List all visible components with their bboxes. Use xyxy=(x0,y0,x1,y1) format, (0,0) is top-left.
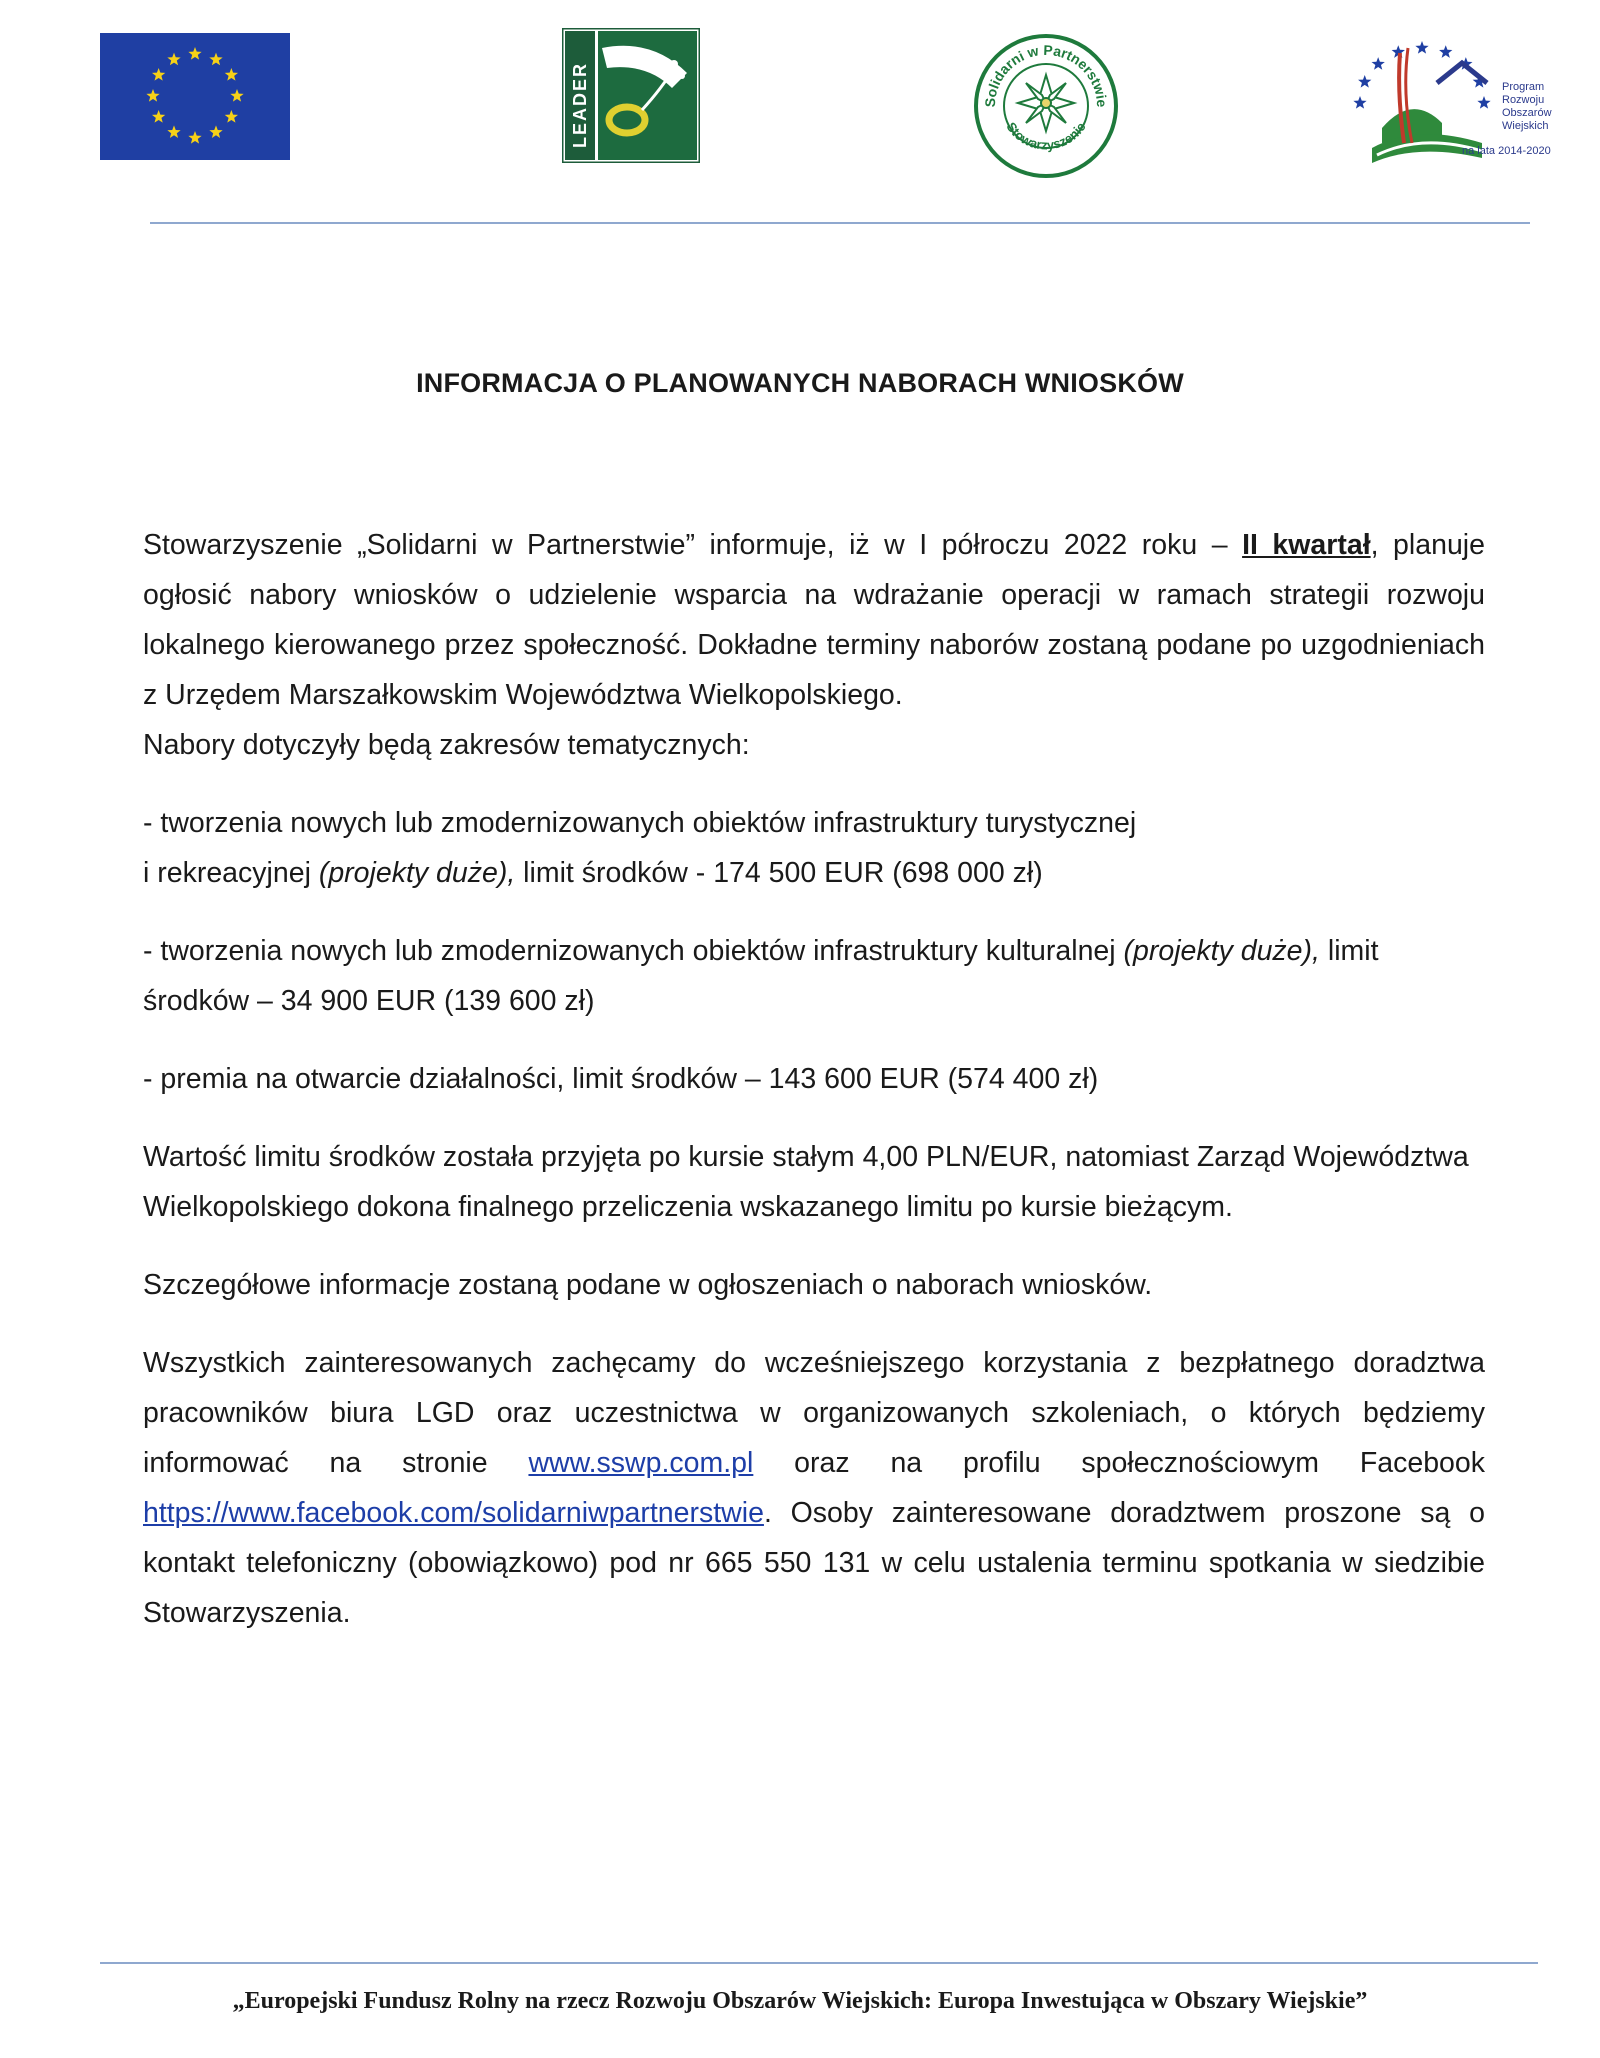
document-title: INFORMACJA O PLANOWANYCH NABORACH WNIOSKÓW xyxy=(416,368,1184,398)
header-divider xyxy=(150,222,1530,224)
logo-bar xyxy=(0,28,1600,178)
prow-star-icon xyxy=(1372,57,1385,70)
prow-line: Program xyxy=(1502,81,1545,93)
prow-star-icon xyxy=(1415,41,1428,54)
list-item-italic: (projekty duże), xyxy=(318,857,516,889)
footer-slogan: „Europejski Fundusz Rolny na rzecz Rozwoju Obszarów Wiejskich: Europa Inwestująca w Obszary Wiejskie” xyxy=(232,1988,1368,2014)
leader-logo-icon xyxy=(562,28,700,163)
intro-text: , planuje ogłosić nabory wniosków o udzielenie wsparcia na wdrażanie operacji w ramach strategii rozwoju lokalnego kierowanego przez społeczność. Dokładne terminy naborów zostaną podane po uzgodnieniach z Urzędem Marszałkowskim Województwa Wielkopolskiego. xyxy=(143,529,1485,711)
prow-star-icon xyxy=(1477,96,1490,109)
facebook-link[interactable]: https://www.facebook.com/solidarniwpartnerstwie xyxy=(143,1497,764,1529)
document-body xyxy=(143,520,1485,1638)
rate-note: Wartość limitu środków została przyjęta po kursie stałym 4,00 PLN/EUR, natomiast Zarząd Województwa Wielkopolskiego dokona finalnego przeliczenia wskazanego limitu po kursie bieżącym. xyxy=(143,1141,1469,1223)
prow-line: Rozwoju xyxy=(1502,94,1545,106)
list-item-text: limit środków - 174 500 EUR (698 000 zł) xyxy=(515,857,1043,889)
list-item xyxy=(143,1054,1485,1104)
solidarni-w-partnerstwie-seal-icon xyxy=(973,33,1119,179)
prow-star-icon xyxy=(1353,96,1366,109)
prow-logo-text xyxy=(1502,81,1552,133)
list-item xyxy=(143,926,1485,1026)
contact-text: . Osoby zainteresowane doradztwem proszone są o kontakt telefoniczny (obowiązkowo) pod nr 665 550 131 w celu ustalenia terminu spotkania w siedzibie Stowarzyszenia. xyxy=(143,1497,1485,1629)
intro-paragraph xyxy=(143,520,1485,720)
prow-star-icon xyxy=(1358,75,1371,88)
details-note: Szczegółowe informacje zostaną podane w ogłoszeniach o naborach wniosków. xyxy=(143,1269,1153,1301)
footer-divider xyxy=(100,1962,1538,1964)
list-item-text: i rekreacyjnej xyxy=(143,857,319,889)
prow-star-icon xyxy=(1439,45,1452,58)
prow-line: Obszarów xyxy=(1502,107,1552,119)
website-link[interactable]: www.sswp.com.pl xyxy=(528,1447,754,1479)
prow-years: na lata 2014-2020 xyxy=(1462,145,1551,157)
prow-logo xyxy=(1342,33,1572,168)
intro-text: Stowarzyszenie „Solidarni w Partnerstwie” informuje, iż w I półroczu 2022 roku – xyxy=(143,529,1243,561)
contact-paragraph xyxy=(143,1338,1485,1638)
seal-top-text: Solidarni w Partnerstwie xyxy=(981,41,1111,108)
contact-text: Wszystkich zainteresowanych zachęcamy do wcześniejszego korzystania z bezpłatnego doradztwa pracowników biura LGD oraz uczestnictwa w organizowanych szkoleniach, o których będziemy informować na stronie xyxy=(143,1347,1485,1479)
list-item-italic: (projekty duże), xyxy=(1123,935,1320,967)
seal-bottom-text: Stowarzyszenie xyxy=(1003,119,1089,153)
list-item-text: - tworzenia nowych lub zmodernizowanych obiektów infrastruktury kulturalnej xyxy=(143,935,1124,967)
contact-text: oraz na profilu społecznościowym Facebook xyxy=(753,1447,1485,1479)
list-item xyxy=(143,798,1485,898)
prow-line: Wiejskich xyxy=(1502,120,1549,132)
list-item-text: limit środków – 34 900 EUR (139 600 zł) xyxy=(143,935,1379,1017)
scope-heading: Nabory dotyczyły będą zakresów tematycznych: xyxy=(143,729,750,761)
list-item-text: - premia na otwarcie działalności, limit środków – 143 600 EUR (574 400 zł) xyxy=(143,1063,1099,1095)
eu-flag-icon xyxy=(100,33,290,160)
leader-logo-text: LEADER xyxy=(570,61,590,148)
list-item-line: - tworzenia nowych lub zmodernizowanych obiektów infrastruktury turystycznej xyxy=(143,807,1137,839)
intro-highlight: II kwartał xyxy=(1242,529,1371,561)
